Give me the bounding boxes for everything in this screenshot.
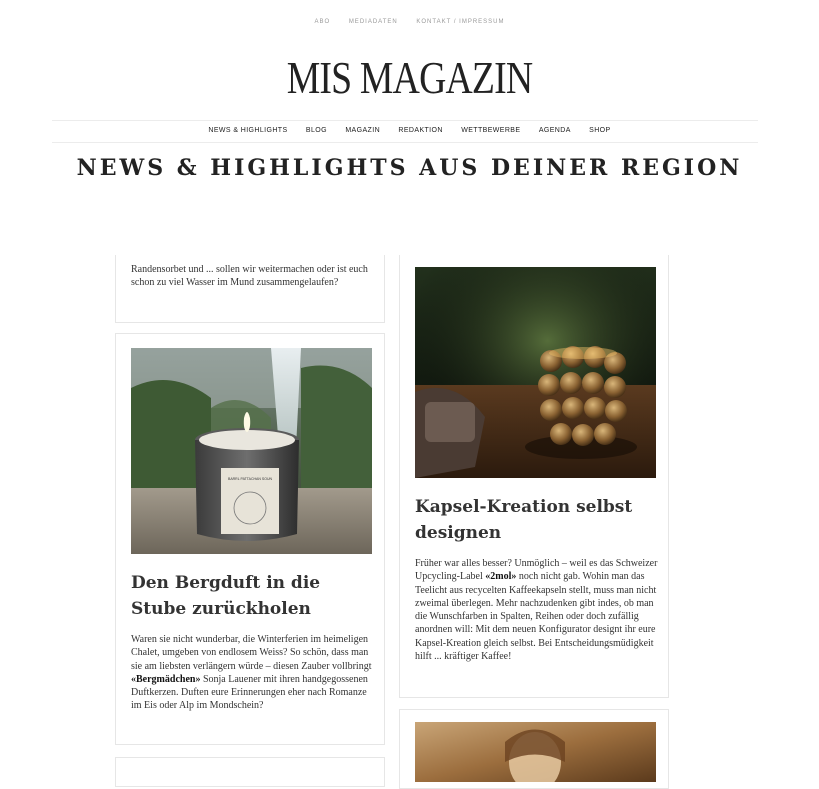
article-title[interactable]: Den Bergduft in die Stube zurückholen xyxy=(131,573,321,619)
article-excerpt: Waren sie nicht wunderbar, die Winterferien im heimeligen Chalet, umgeben von endlosem Weiss? So schön, dass man sie am liebsten verlängern würde – diesen Zauber vollbringt «Bergmädchen» Sonja Lauener mit ihren handgegossenen Duftkerzen. Duften eure Erinnerungen eher nach Romanze im Eis oder Alp im Mondschein? xyxy=(131,634,372,712)
nav-news-highlights[interactable]: NEWS & HIGHLIGHTS xyxy=(208,127,288,134)
article-excerpt: Randensorbet und ... sollen wir weitermachen oder ist euch schon zu viel Wasser im Mund zusammengelaufen? xyxy=(131,264,368,289)
article-link-bergmaedchen[interactable]: «Bergmädchen» xyxy=(131,673,201,685)
article-image-next[interactable] xyxy=(415,722,656,782)
article-card-next-right[interactable] xyxy=(399,709,669,789)
article-excerpt: Früher war alles besser? Unmöglich – weil es das Schweizer Upcycling-Label «2mol» noch nicht gab. Wohin man das Teelicht aus recycelten Kaffeekapseln stellt, muss man nicht zweimal überlegen. Mehr nachzudenken gibt indes, ob man die Wunschfarben in Spalten, Reihen oder doch zufällig anordnen will: Mit dem neuen Konfigurator designt ihr eure Kapsel-Kreation gleich selbst. Bei Entscheidungsmüdigkeit hilft ... kräftiger Kaffee! xyxy=(415,558,658,663)
kapsel-photo xyxy=(415,267,656,478)
article-card-partial[interactable] xyxy=(115,255,385,323)
top-nav xyxy=(0,19,819,25)
top-nav-abo[interactable]: ABO xyxy=(314,19,331,25)
main-nav xyxy=(0,127,819,134)
article-image-candle[interactable] xyxy=(131,348,372,554)
article-image-kapsel[interactable] xyxy=(415,267,656,478)
next-article-photo xyxy=(415,722,656,782)
article-title[interactable]: Kapsel-Kreation selbst designen xyxy=(415,497,633,543)
nav-agenda[interactable]: AGENDA xyxy=(538,127,571,134)
top-nav-mediadaten[interactable]: MEDIADATEN xyxy=(348,19,398,25)
nav-divider-bottom xyxy=(52,142,758,143)
candle-label-text: BARRL PATTACHAN SOUN xyxy=(227,477,273,481)
nav-redaktion[interactable]: REDAKTION xyxy=(398,127,443,134)
nav-wettbewerbe[interactable]: WETTBEWERBE xyxy=(461,127,521,134)
nav-divider-top xyxy=(52,120,758,121)
candle-photo xyxy=(131,348,372,554)
nav-shop[interactable]: SHOP xyxy=(589,127,611,134)
article-card-kapsel[interactable] xyxy=(399,255,669,698)
article-card-next-left[interactable] xyxy=(115,757,385,787)
top-nav-kontakt[interactable]: KONTAKT / IMPRESSUM xyxy=(416,19,505,25)
article-card-bergduft[interactable] xyxy=(115,333,385,745)
page-title: NEWS & HIGHLIGHTS AUS DEINER REGION xyxy=(76,155,743,181)
nav-magazin[interactable]: MAGAZIN xyxy=(345,127,381,134)
site-logo[interactable]: MIS MAGAZIN xyxy=(286,52,533,103)
nav-blog[interactable]: BLOG xyxy=(305,127,327,134)
article-link-2mol[interactable]: «2mol» xyxy=(485,571,517,583)
